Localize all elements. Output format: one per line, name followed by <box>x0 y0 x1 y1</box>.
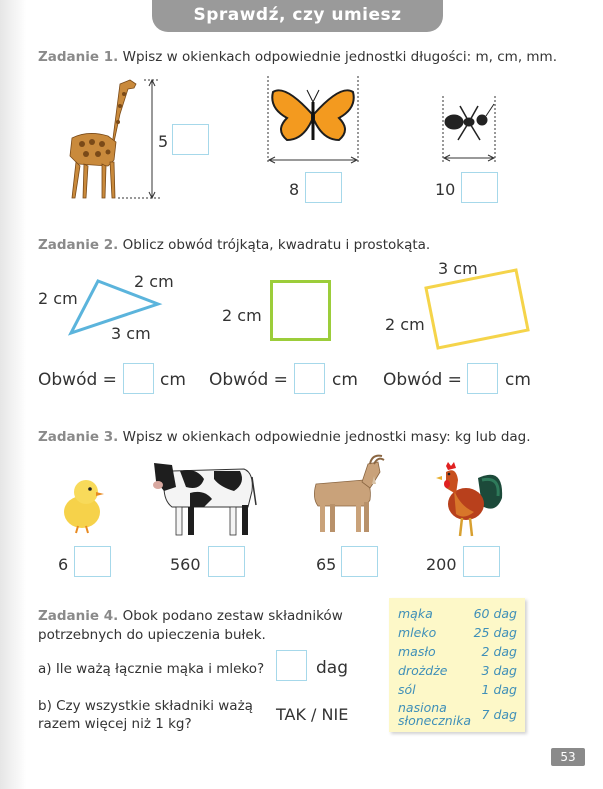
goat-image <box>306 454 386 536</box>
task2-text: Oblicz obwód trójkąta, kwadratu i prostokąta. <box>122 237 431 253</box>
rectangle-perimeter-unit: cm <box>505 370 531 390</box>
task3-text: Wpisz w okienkach odpowiednie jednostki masy: kg lub dag. <box>122 429 531 445</box>
rooster-value: 200 <box>426 555 457 574</box>
cow-unit-box[interactable] <box>208 546 245 577</box>
triangle-top-side: 2 cm <box>134 272 174 291</box>
goat-unit-box[interactable] <box>341 546 378 577</box>
chick-value: 6 <box>58 555 69 574</box>
ant-value: 10 <box>435 180 456 199</box>
ingredient-name: drożdże <box>398 663 448 678</box>
ingredient-name: sól <box>398 682 416 697</box>
square-perimeter-box[interactable] <box>294 363 325 394</box>
chick-image <box>58 476 106 534</box>
ingredient-amount: 60 dag <box>473 606 517 621</box>
rooster-image <box>434 462 506 538</box>
ingredient-amount: 3 dag <box>481 663 517 678</box>
ingredient-amount: 7 dag <box>481 707 517 722</box>
square-perimeter-label: Obwód = <box>209 370 288 390</box>
task3-instruction <box>38 429 531 445</box>
task4-question-b-line1: b) Czy wszystkie składniki ważą <box>38 698 253 714</box>
ingredient-name: mąka <box>398 606 433 621</box>
task1-instruction <box>38 49 557 65</box>
task4-answer-b-options[interactable]: TAK / NIE <box>276 705 349 724</box>
ingredient-name: masło <box>398 644 436 659</box>
task1-label: Zadanie 1. <box>38 49 119 65</box>
ingredient-amount: 1 dag <box>481 682 517 697</box>
ingredient-amount: 25 dag <box>473 625 517 640</box>
giraffe-unit-box[interactable] <box>172 124 209 155</box>
rectangle-left-side: 2 cm <box>385 315 425 334</box>
task3-label: Zadanie 3. <box>38 429 119 445</box>
triangle-left-side: 2 cm <box>38 289 78 308</box>
rectangle-perimeter-box[interactable] <box>467 363 498 394</box>
triangle-perimeter-box[interactable] <box>123 363 154 394</box>
task2-instruction <box>38 237 430 253</box>
chick-unit-box[interactable] <box>74 546 111 577</box>
rectangle-shape <box>422 266 532 354</box>
task4-question-a: a) Ile ważą łącznie mąka i mleko? <box>38 661 265 677</box>
square-side: 2 cm <box>222 306 262 325</box>
square-shape <box>270 280 332 342</box>
ingredient-row <box>389 701 525 729</box>
task4-answer-a-box[interactable] <box>276 650 307 681</box>
task4-text-line1: Obok podano zestaw składników <box>122 608 343 624</box>
task4-label: Zadanie 4. <box>38 608 119 624</box>
triangle-perimeter-label: Obwód = <box>38 370 117 390</box>
task1-text: Wpisz w okienkach odpowiednie jednostki długości: m, cm, mm. <box>122 49 557 65</box>
butterfly-value: 8 <box>289 180 300 199</box>
page-gutter-shadow <box>0 0 26 789</box>
rectangle-top-side: 3 cm <box>438 259 478 278</box>
ingredient-amount: 2 dag <box>481 644 517 659</box>
giraffe-image <box>58 76 168 202</box>
task2-label: Zadanie 2. <box>38 237 119 253</box>
ingredient-name: mleko <box>398 625 437 640</box>
task4-instruction-line2: potrzebnych do upieczenia bułek. <box>38 627 266 643</box>
butterfly-unit-box[interactable] <box>305 172 342 203</box>
page-number: 53 <box>551 748 585 766</box>
page-title: Sprawdź, czy umiesz <box>152 0 443 32</box>
square-perimeter-unit: cm <box>332 370 358 390</box>
butterfly-image <box>265 74 361 166</box>
cow-value: 560 <box>170 555 201 574</box>
cow-image <box>150 457 260 539</box>
ant-image <box>440 96 498 166</box>
triangle-bottom-side: 3 cm <box>111 324 151 343</box>
ant-unit-box[interactable] <box>461 172 498 203</box>
rooster-unit-box[interactable] <box>463 546 500 577</box>
triangle-perimeter-unit: cm <box>160 370 186 390</box>
rectangle-perimeter-label: Obwód = <box>383 370 462 390</box>
task4-instruction-line1 <box>38 608 343 624</box>
ingredients-card <box>389 598 525 732</box>
task4-question-b-line2: razem więcej niż 1 kg? <box>38 716 192 732</box>
ingredient-name: nasiona słonecznika <box>398 700 472 728</box>
giraffe-value: 5 <box>158 132 169 151</box>
goat-value: 65 <box>316 555 337 574</box>
task4-answer-a-unit: dag <box>316 658 348 678</box>
